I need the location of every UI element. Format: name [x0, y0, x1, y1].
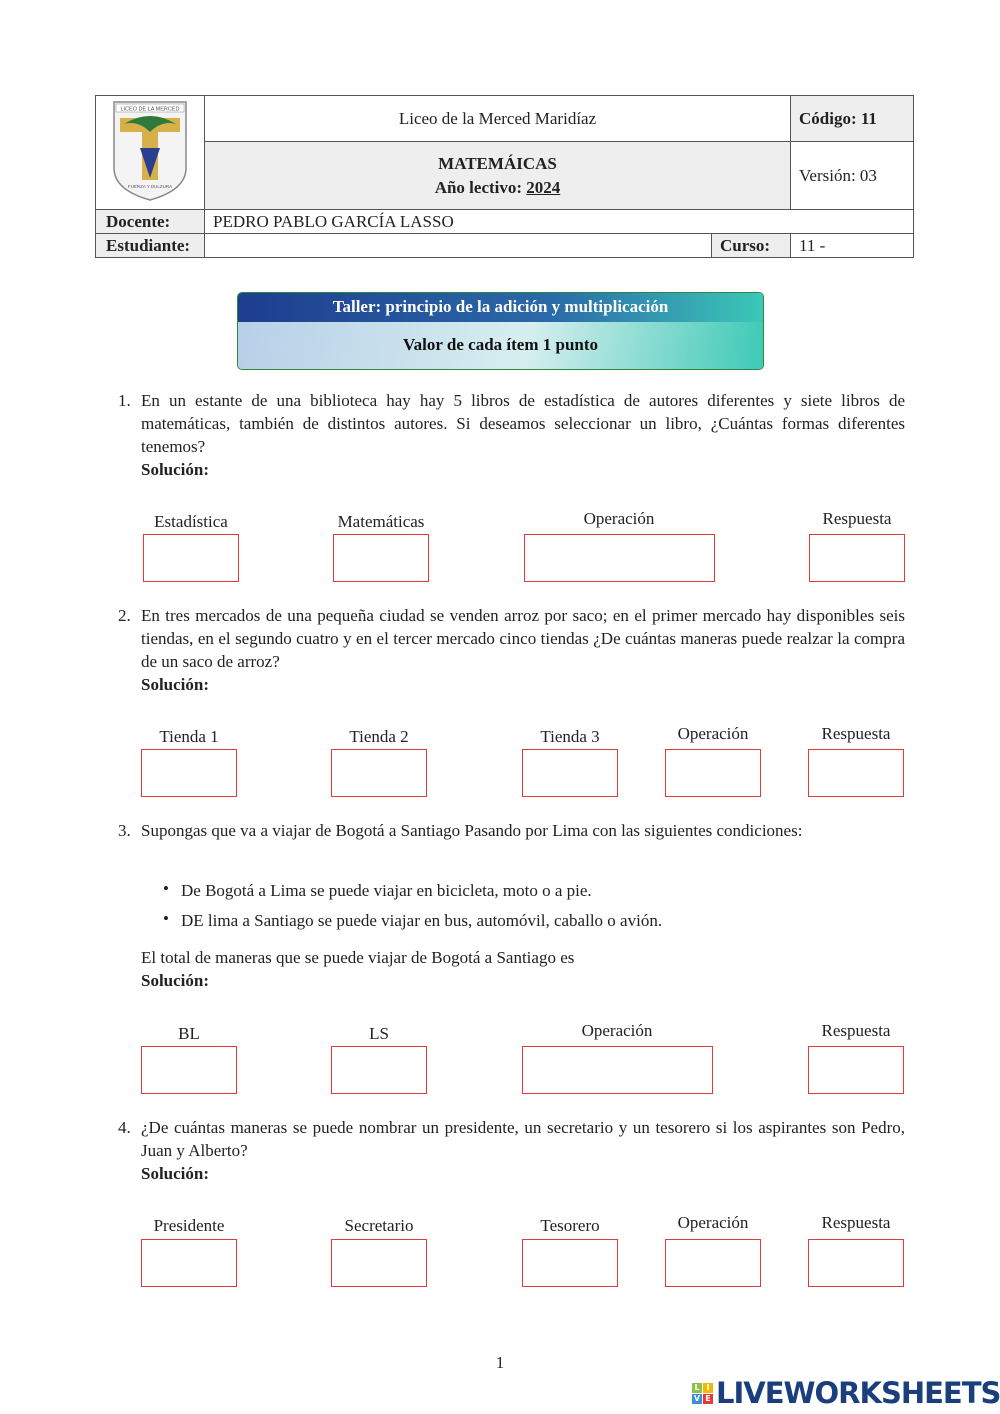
box-label: Respuesta — [821, 1021, 891, 1040]
box-label: Estadística — [154, 512, 228, 531]
student-field[interactable] — [205, 234, 711, 257]
box-label: Matemáticas — [337, 512, 425, 531]
answer-box-matematicas[interactable] — [333, 534, 429, 582]
box-label: Respuesta — [821, 1213, 891, 1232]
answer-box-operacion[interactable] — [665, 749, 761, 797]
svg-text:FUERZA Y DULZURA: FUERZA Y DULZURA — [127, 184, 173, 189]
box-label: Tienda 1 — [159, 727, 219, 746]
box-label: Tesorero — [540, 1216, 600, 1235]
answer-box-respuesta[interactable] — [808, 1046, 904, 1094]
bullet-icon: • — [163, 879, 169, 898]
tile: L — [692, 1383, 702, 1393]
year-label: Año lectivo: — [434, 177, 523, 197]
box-label: Secretario — [344, 1216, 414, 1235]
answer-box-estadistica[interactable] — [143, 534, 239, 582]
question-number: 3. — [118, 821, 131, 840]
banner-subtitle: Valor de cada ítem 1 punto — [238, 322, 763, 369]
box-label: Operación — [677, 724, 749, 743]
box-label: Operación — [581, 1021, 653, 1040]
code-label: Código: — [799, 108, 857, 128]
answer-box-tienda-2[interactable] — [331, 749, 427, 797]
tile: V — [693, 1393, 701, 1403]
box-label: Tienda 2 — [349, 727, 409, 746]
code-cell — [791, 96, 914, 142]
course-label: Curso: — [711, 234, 790, 257]
condition-item: DE lima a Santiago se puede viajar en bus, automóvil, caballo o avión. — [181, 911, 663, 930]
brand-name: LIVEWORKSHEETS — [716, 1376, 1000, 1410]
box-label: Tienda 3 — [540, 727, 600, 746]
tile: E — [703, 1394, 713, 1404]
question-number: 4. — [118, 1118, 131, 1137]
solution-label: Solución: — [141, 675, 210, 694]
teacher-name: PEDRO PABLO GARCÍA LASSO — [205, 210, 914, 234]
question-number: 2. — [118, 606, 131, 625]
live-tiles-icon — [692, 1383, 713, 1404]
box-label: Presidente — [153, 1216, 225, 1235]
box-label: Respuesta — [822, 509, 892, 528]
subject-title: MATEMÁICAS — [438, 153, 557, 173]
tile: I — [703, 1383, 713, 1393]
banner-title: Taller: principio de la adición y multiplicación — [238, 293, 763, 322]
solution-label: Solución: — [141, 1164, 210, 1183]
answer-box-ls[interactable] — [331, 1046, 427, 1094]
teacher-label: Docente: — [96, 210, 205, 234]
answer-box-respuesta[interactable] — [809, 534, 905, 582]
solution-label: Solución: — [141, 971, 210, 990]
course-value: 11 - — [791, 234, 914, 258]
question-number: 1. — [118, 391, 131, 410]
question-followup: El total de maneras que se puede viajar de Bogotá a Santiago es — [141, 948, 575, 967]
question-text: Supongas que va a viajar de Bogotá a Santiago Pasando por Lima con las siguientes condiciones: — [141, 821, 803, 840]
svg-text:LICEO DE LA MERCED: LICEO DE LA MERCED — [120, 106, 180, 113]
answer-box-tesorero[interactable] — [522, 1239, 618, 1287]
box-label: Operación — [583, 509, 655, 528]
workshop-banner — [237, 292, 764, 370]
liveworksheets-logo — [692, 1376, 1000, 1410]
page-number: 1 — [495, 1353, 505, 1372]
solution-label: Solución: — [141, 460, 210, 479]
school-name: Liceo de la Merced Maridíaz — [205, 96, 791, 142]
answer-box-presidente[interactable] — [141, 1239, 237, 1287]
box-label: Respuesta — [821, 724, 891, 743]
answer-box-operacion[interactable] — [665, 1239, 761, 1287]
answer-box-respuesta[interactable] — [808, 1239, 904, 1287]
answer-box-tienda-1[interactable] — [141, 749, 237, 797]
answer-box-tienda-3[interactable] — [522, 749, 618, 797]
student-label: Estudiante: — [96, 234, 205, 258]
student-row — [205, 234, 791, 258]
answer-box-operacion[interactable] — [524, 534, 715, 582]
question-text: En un estante de una biblioteca hay hay 5 libros de estadística de autores diferentes y siete libros de matemáticas, también de distintos autores. Si deseamos seleccionar un libro, ¿Cuántas formas diferentes tenemos? — [141, 391, 905, 456]
answer-box-secretario[interactable] — [331, 1239, 427, 1287]
subject-cell — [205, 142, 791, 210]
header-table — [95, 95, 914, 258]
school-logo — [96, 96, 205, 210]
version: Versión: 03 — [791, 142, 914, 210]
box-label: Operación — [677, 1213, 749, 1232]
box-label: LS — [369, 1024, 389, 1043]
box-label: BL — [178, 1024, 200, 1043]
bullet-icon: • — [163, 909, 169, 928]
answer-box-respuesta[interactable] — [808, 749, 904, 797]
school-crest-icon — [110, 98, 190, 202]
question-text: En tres mercados de una pequeña ciudad se venden arroz por saco; en el primer mercado hay disponibles seis tiendas, en el segundo cuatro y en el tercer mercado cinco tiendas ¿De cuántas maneras puede realzar la compra de un saco de arroz? — [141, 606, 905, 671]
answer-box-bl[interactable] — [141, 1046, 237, 1094]
year-value: 2024 — [526, 177, 561, 197]
question-text: ¿De cuántas maneras se puede nombrar un presidente, un secretario y un tesorero si los aspirantes son Pedro, Juan y Alberto? — [141, 1118, 905, 1160]
code-value: 11 — [860, 108, 877, 128]
condition-item: De Bogotá a Lima se puede viajar en bicicleta, moto o a pie. — [181, 881, 592, 900]
answer-box-operacion[interactable] — [522, 1046, 713, 1094]
